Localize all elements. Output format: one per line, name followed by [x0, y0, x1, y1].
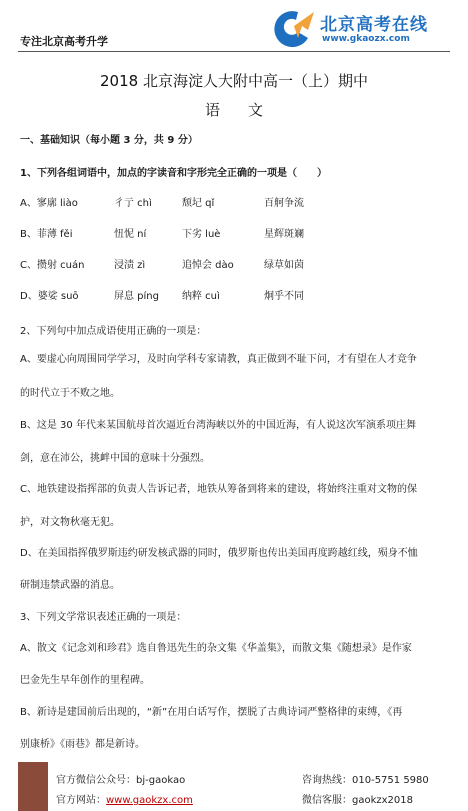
option-text: 追悼会 dào [182, 260, 234, 271]
q3-option-b-line2: 别康桥》《雨巷》都是新诗。 [20, 739, 145, 750]
logo-title: 北京高考在线 [320, 15, 428, 35]
q2-option-b-line2: 剑，意在沛公，挑衅中国的意味十分强烈。 [20, 453, 210, 464]
option-text: A、寥廓 liào [20, 198, 78, 209]
option-text: 彳亍 chì [114, 198, 152, 209]
q2-option-a-line1: A、要虚心向周围同学学习，及时向学科专家请教，真正做到不耻下问，才有望在人才竞争 [20, 354, 417, 365]
q2-option-b-line1: B、这是 30 年代来某国航母首次逼近台湾海峡以外的中国近海，有人说这次军演系项庄舞 [20, 420, 416, 431]
q1-option-d [20, 287, 450, 301]
option-text: C、攒射 cuán [20, 260, 85, 271]
q2-option-a-line2: 的时代立于不败之地。 [20, 388, 120, 399]
footer-website-link[interactable]: www.gaokzx.com [106, 795, 193, 806]
option-text: D、婆娑 suō [20, 291, 79, 302]
q2-option-c-line2: 护，对文物秋毫无犯。 [20, 517, 120, 528]
question-1: 1、下列各组词语中，加点的字读音和字形完全正确的一项是（ ） [20, 168, 327, 179]
header-divider [18, 51, 450, 52]
option-text: 绿草如茵 [264, 260, 304, 271]
logo-mark-icon [268, 8, 316, 48]
q3-option-a-line2: 巴金先生早年创作的里程碑。 [20, 675, 150, 686]
option-text: 颓圮 qǐ [182, 198, 215, 209]
page-header [0, 0, 468, 60]
q3-option-a-line1: A、散文《记念刘和珍君》选自鲁迅先生的杂文集《华盖集》，而散文集《随想录》是作家 [20, 643, 412, 654]
exam-subject: 语文 [204, 101, 291, 119]
section-heading: 一、基础知识（每小题 3 分，共 9 分） [20, 135, 198, 146]
q1-option-c [20, 256, 450, 270]
question-3: 3、下列文学常识表述正确的一项是： [20, 612, 187, 623]
question-2: 2、下列句中加点成语使用正确的一项是： [20, 326, 207, 337]
q2-option-d-line2: 研制违禁武器的消息。 [20, 580, 120, 591]
footer-service: 微信客服：gaokzx2018 [302, 795, 414, 806]
option-text: 屏息 píng [114, 291, 159, 302]
q3-option-b-line1: B、新诗是建国前后出现的，“新”在用白话写作，摆脱了古典诗词严整格律的束缚，《再 [20, 707, 403, 718]
option-text: 下劣 luè [182, 229, 221, 240]
footer-website-label: 官方网站： [56, 795, 106, 806]
brand-logo[interactable] [268, 6, 443, 50]
option-text: 忸怩 ní [114, 229, 147, 240]
q1-option-b [20, 225, 450, 239]
q2-option-c-line1: C、地铁建设指挥部的负责人告诉记者，地铁从筹备到将来的建设，将始终注重对文物的保 [20, 484, 417, 495]
option-text: 浸渍 zì [114, 260, 146, 271]
logo-url: www.gkaozx.com [322, 34, 410, 44]
option-text: 百舸争流 [264, 198, 304, 209]
option-text: 炯乎不同 [264, 291, 304, 302]
q1-option-a [20, 194, 450, 208]
q2-option-d-line1: D、在美国指挥俄罗斯违约研发核武器的同时，俄罗斯也传出美国再度跨越红线，殒身不恤 [20, 548, 418, 559]
option-text: B、菲薄 fěi [20, 229, 73, 240]
footer-wechat: 官方微信公众号：bj-gaokao [56, 775, 186, 786]
footer-hotline: 咨询热线：010-5751 5980 [302, 775, 429, 786]
option-text: 纳粹 cuì [182, 291, 220, 302]
page-footer [18, 762, 450, 811]
option-text: 星辉斑斓 [264, 229, 304, 240]
footer-website [56, 791, 193, 806]
header-slogan: 专注北京高考升学 [20, 35, 108, 48]
footer-accent-bar [18, 762, 48, 811]
exam-title: 2018 北京海淀人大附中高一（上）期中 [100, 72, 368, 90]
